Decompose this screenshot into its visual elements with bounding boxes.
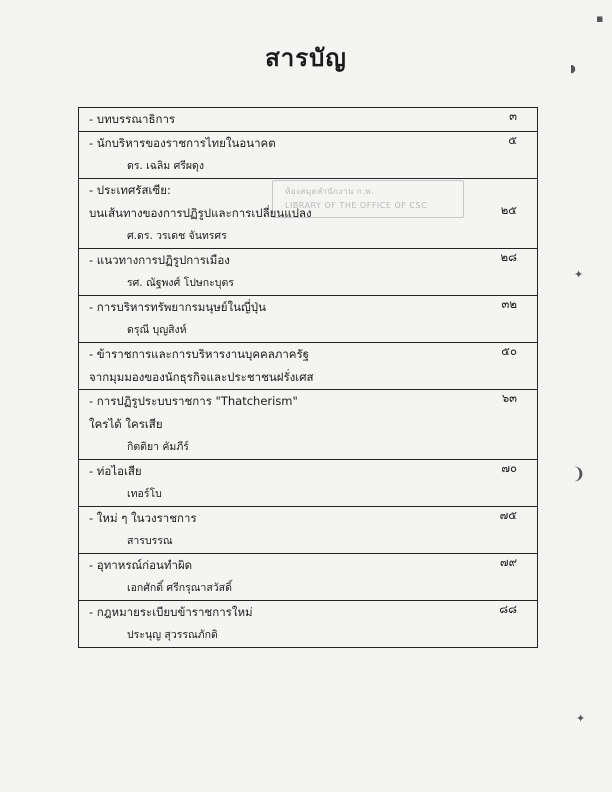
stamp-line-2: LIBRARY OF THE OFFICE OF CSC (285, 201, 428, 210)
page-number: ๕ (508, 133, 517, 147)
scan-speck-icon: ✦ (576, 712, 586, 725)
entry-author: สารบรรณ (127, 535, 173, 547)
entry-author: ดร. เฉลิม ศรีผดุง (127, 160, 204, 172)
entry-title: - ท่อไอเสีย (89, 464, 142, 478)
toc-entry[interactable] (79, 132, 537, 179)
page-title: สารบัญ (265, 44, 347, 72)
page-number: ๗๕ (499, 508, 517, 522)
toc-entry[interactable] (79, 108, 537, 132)
toc-entry[interactable] (79, 601, 537, 648)
page-number: ๓๒ (501, 297, 517, 311)
toc-entry[interactable] (79, 249, 537, 296)
entry-title-cont: จากมุมมองของนักธุรกิจและประชาชนฝรั่งเศส (89, 370, 314, 384)
scan-speck-icon: ▪ (596, 12, 604, 25)
table-of-contents (78, 107, 538, 648)
page-number: ๒๕ (500, 203, 517, 217)
entry-title: - บทบรรณาธิการ (89, 112, 176, 126)
toc-entry[interactable] (79, 343, 537, 390)
scan-speck-icon: ◗ (570, 62, 576, 75)
entry-author: เทอร์โบ (127, 488, 162, 500)
entry-title: - กฎหมายระเบียบข้าราชการใหม่ (89, 605, 253, 619)
toc-entry[interactable] (79, 554, 537, 601)
toc-entry[interactable] (79, 460, 537, 507)
toc-entry[interactable] (79, 296, 537, 343)
entry-title: - นักบริหารของราชการไทยในอนาคต (89, 136, 276, 150)
entry-author: เอกศักดิ์ ศรีกรุณาสวัสดิ์ (127, 582, 232, 594)
entry-author: ศ.ดร. วรเดช จันทรศร (127, 230, 227, 242)
entry-title: - การบริหารทรัพยากรมนุษย์ในญี่ปุ่น (89, 300, 266, 314)
entry-title: - ประเทศรัสเซีย: (89, 183, 171, 197)
entry-author: ดรุณี บุญสิงห์ (127, 324, 187, 336)
entry-author: กิตติยา คัมภีร์ (127, 441, 189, 453)
entry-author: รศ. ณัฐพงศ์ โปษกะบุตร (127, 277, 234, 289)
scan-speck-icon: ❩ (572, 464, 586, 483)
toc-entry[interactable] (79, 179, 537, 249)
page-number: ๒๘ (500, 250, 517, 264)
page-number: ๘๘ (499, 602, 517, 616)
entry-title-cont: ใครได้ ใครเสีย (89, 417, 163, 431)
entry-title: - ใหม่ ๆ ในวงราชการ (89, 511, 197, 525)
scan-speck-icon: ✦ (574, 268, 584, 281)
entry-title-cont: บนเส้นทางของการปฏิรูปและการเปลี่ยนแปลง (89, 206, 312, 220)
toc-entry[interactable] (79, 507, 537, 554)
page-number: ๗๙ (499, 555, 517, 569)
entry-title: - แนวทางการปฏิรูปการเมือง (89, 253, 230, 267)
entry-author: ประนุญ สุวรรณภักดิ (127, 629, 218, 641)
page-number: ๗๐ (501, 461, 517, 475)
entry-title: - การปฏิรูประบบราชการ "Thatcherism" (89, 394, 298, 408)
stamp-line-1: ห้องสมุดสำนักงาน ก.พ. (285, 187, 375, 196)
page-number: ๖๓ (501, 391, 517, 405)
page-number: ๓ (509, 109, 517, 123)
entry-title: - อุทาหรณ์ก่อนทำผิด (89, 558, 193, 572)
page-number: ๕๐ (501, 344, 517, 358)
toc-entry[interactable] (79, 390, 537, 460)
entry-title: - ข้าราชการและการบริหารงานบุคคลภาครัฐ (89, 347, 310, 361)
